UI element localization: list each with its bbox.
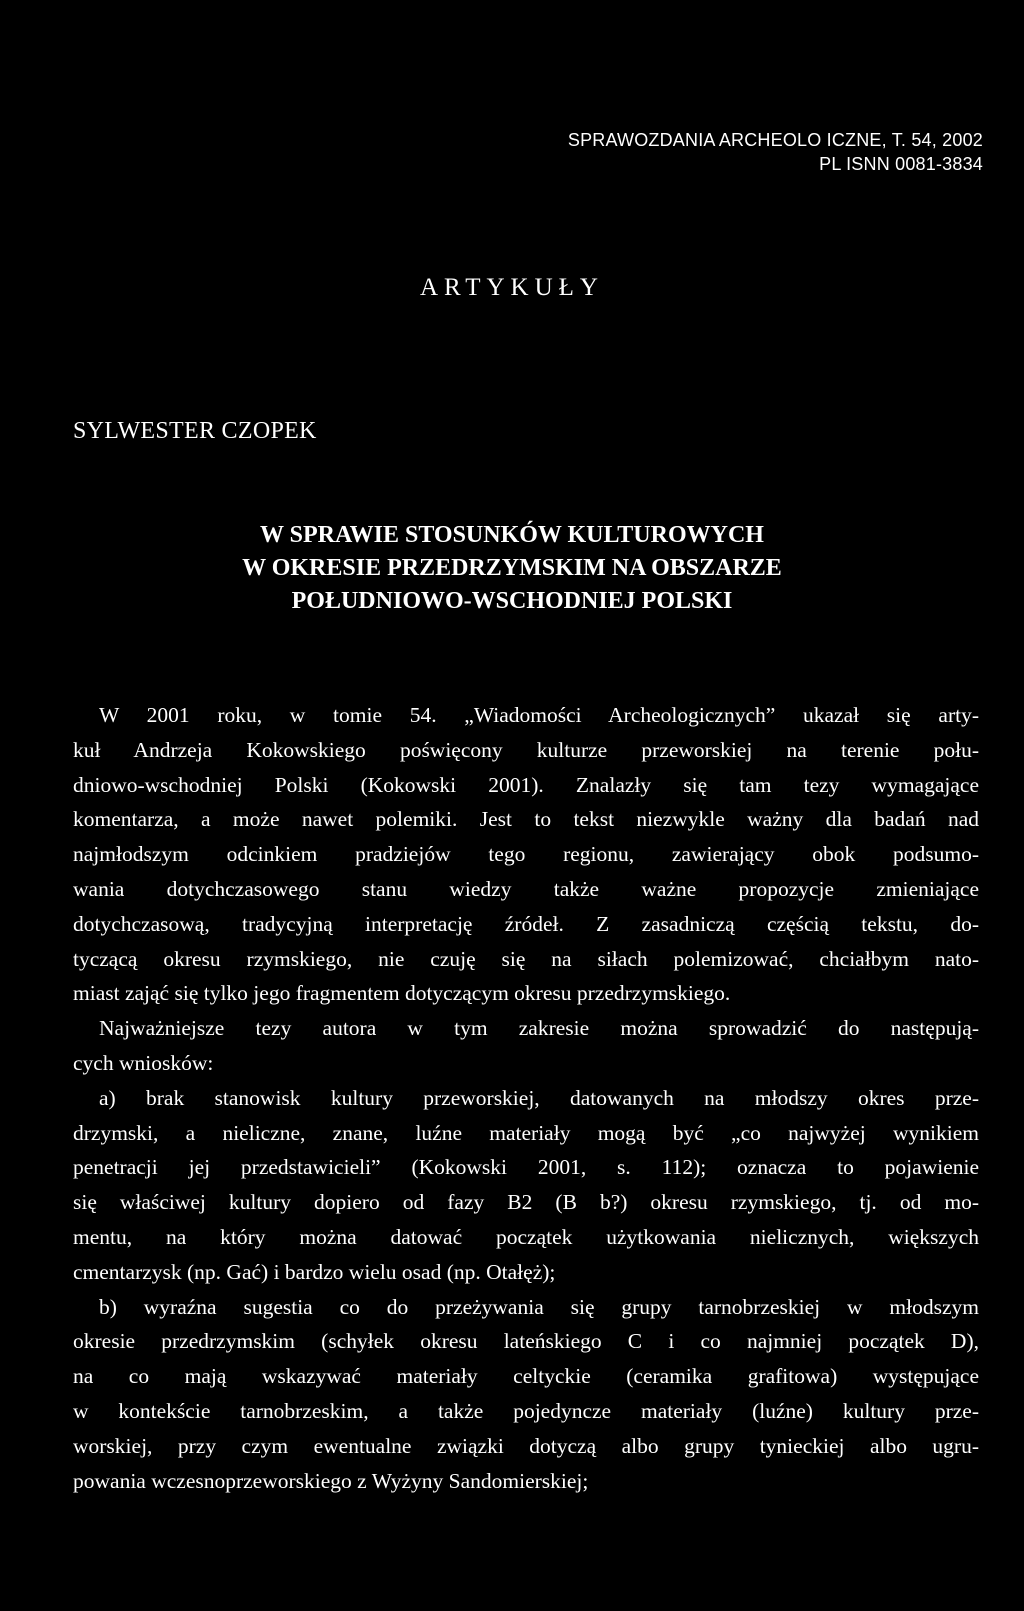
body-line: worskiej, przy czym ewentualne związki dotyczą albo grupy tynieckiej albo ugru-	[73, 1433, 979, 1458]
section-title: ARTYKUŁY	[420, 274, 604, 301]
body-line: komentarza, a może nawet polemiki. Jest to tekst niezwykle ważny dla badań nad	[73, 807, 979, 832]
body-line: dotychczasową, tradycyjną interpretację źródeł. Z zasadniczą częścią tekstu, do-	[73, 911, 979, 936]
article-title-line: POŁUDNIOWO-WSCHODNIEJ POLSKI	[291, 588, 733, 614]
body-line: miast zająć się tylko jego fragmentem dotyczącym okresu przedrzymskiego.	[73, 981, 731, 1006]
body-line: najmłodszym odcinkiem pradziejów tego regionu, zawierający obok podsumo-	[73, 842, 979, 867]
body-line: na co mają wskazywać materiały celtyckie (ceramika grafitowa) występujące	[73, 1364, 979, 1389]
journal-citation: SPRAWOZDANIA ARCHEOLO ICZNE, T. 54, 2002	[567, 130, 983, 150]
body-line: cych wniosków:	[73, 1050, 214, 1075]
body-line: penetracji jej przedstawicieli” (Kokowski 2001, s. 112); oznacza to pojawienie	[73, 1155, 979, 1180]
body-line: powania wczesnoprzeworskiego z Wyżyny Sandomierskiej;	[73, 1468, 589, 1493]
body-line: w kontekście tarnobrzeskim, a także pojedyncze materiały (luźne) kultury prze-	[73, 1398, 979, 1423]
body-line: kuł Andrzeja Kokowskiego poświęcony kulturze przeworskiej na terenie połu-	[73, 737, 979, 762]
body-line: drzymski, a nieliczne, znane, luźne materiały mogą być „co najwyżej wynikiem	[73, 1120, 979, 1145]
body-line: cmentarzysk (np. Gać) i bardzo wielu osad (np. Otałęż);	[73, 1259, 556, 1284]
list-item-b: b) wyraźna sugestia co do przeżywania się grupy tarnobrzeskiej w młodszym	[99, 1294, 979, 1319]
body-line: tyczącą okresu rzymskiego, nie czuję się na siłach polemizować, chciałbym nato-	[73, 946, 979, 971]
running-head	[568, 128, 983, 176]
body-line: Najważniejsze tezy autora w tym zakresie można sprowadzić do następują-	[99, 1016, 979, 1041]
body-line: się właściwej kultury dopiero od fazy B2 (B b?) okresu rzymskiego, tj. od mo-	[73, 1190, 979, 1215]
body-line: dniowo-wschodniej Polski (Kokowski 2001). Znalazły się tam tezy wymagające	[73, 772, 979, 797]
issn-line: PL ISNN 0081-3834	[819, 154, 983, 174]
list-item-a: a) brak stanowisk kultury przeworskiej, datowanych na młodszy okres prze-	[99, 1085, 979, 1110]
body-line: mentu, na który można datować początek użytkowania nielicznych, większych	[73, 1224, 979, 1249]
article-title-line: W SPRAWIE STOSUNKÓW KULTUROWYCH	[260, 522, 764, 548]
body-line: okresie przedrzymskim (schyłek okresu lateńskiego C i co najmniej początek D),	[73, 1329, 979, 1354]
body-line: wania dotychczasowego stanu wiedzy także ważne propozycje zmieniające	[73, 876, 979, 901]
author-name: SYLWESTER CZOPEK	[73, 418, 317, 444]
body-line: W 2001 roku, w tomie 54. „Wiadomości Archeologicznych” ukazał się arty-	[99, 703, 979, 727]
article-body	[73, 698, 979, 1498]
article-title-line: W OKRESIE PRZEDRZYMSKIM NA OBSZARZE	[242, 555, 782, 581]
article-title	[0, 519, 1024, 618]
